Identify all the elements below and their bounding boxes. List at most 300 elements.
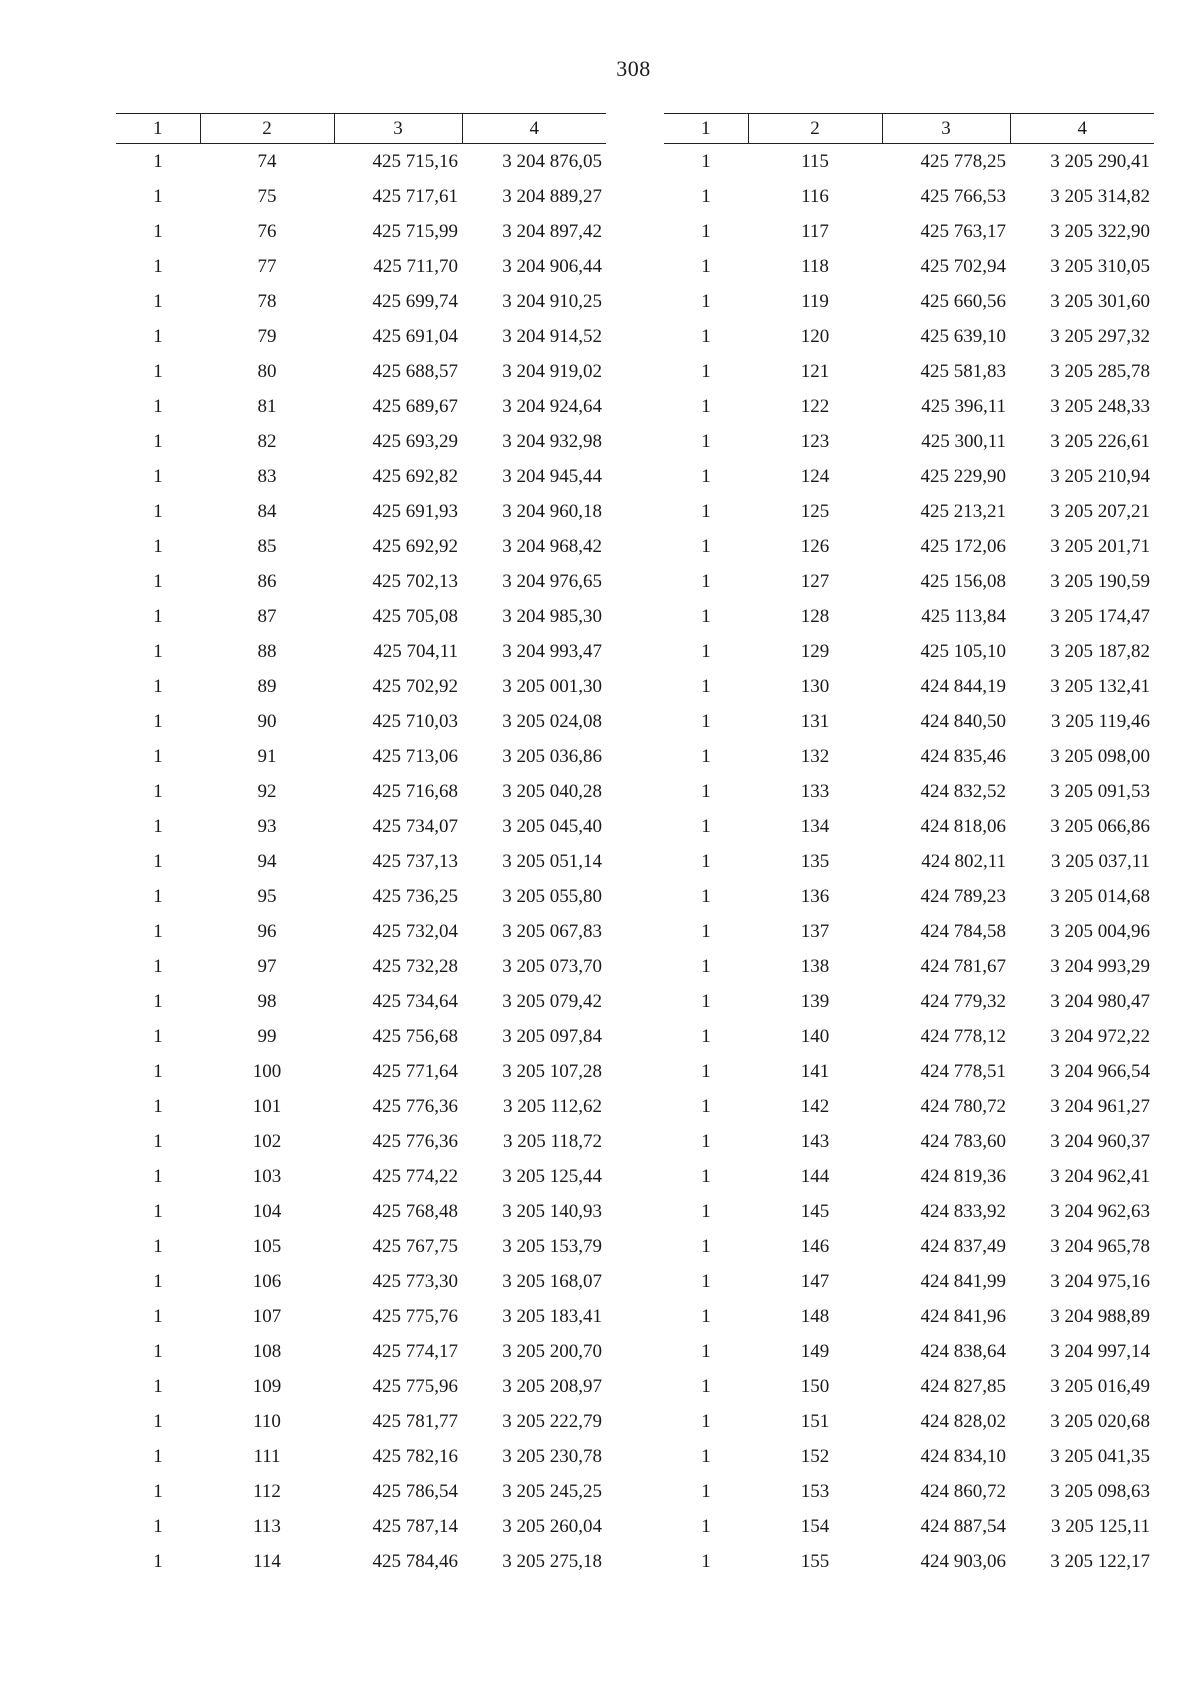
table-row (116, 354, 606, 389)
y-coordinate-cell: 3 204 968,42 (502, 535, 602, 557)
contour-number-cell: 1 (153, 1550, 163, 1572)
point-number-cell: 105 (252, 1235, 282, 1257)
contour-number-cell: 1 (701, 395, 711, 417)
table-row (664, 389, 1154, 424)
contour-number-cell: 1 (701, 1200, 711, 1222)
point-number-cell: 95 (257, 885, 277, 907)
y-coordinate-cell: 3 205 119,46 (1050, 710, 1150, 732)
y-coordinate-cell: 3 205 168,07 (502, 1270, 602, 1292)
contour-number-cell: 1 (153, 990, 163, 1012)
point-number-cell: 93 (257, 815, 277, 837)
table-row (116, 389, 606, 424)
x-coordinate-cell: 425 734,07 (372, 815, 458, 837)
x-coordinate-cell: 425 660,56 (920, 290, 1006, 312)
y-coordinate-cell: 3 205 014,68 (1050, 885, 1150, 907)
table-row (116, 1264, 606, 1299)
table-row (116, 1124, 606, 1159)
x-coordinate-cell: 424 819,36 (920, 1165, 1006, 1187)
point-number-cell: 112 (253, 1480, 281, 1502)
table-row (664, 1509, 1154, 1544)
table-row (116, 1369, 606, 1404)
contour-number-cell: 1 (153, 465, 163, 487)
x-coordinate-cell: 425 775,76 (372, 1305, 458, 1327)
point-number-cell: 141 (800, 1060, 830, 1082)
contour-number-cell: 1 (153, 325, 163, 347)
x-coordinate-cell: 425 396,11 (921, 395, 1006, 417)
table-row (664, 529, 1154, 564)
contour-number-cell: 1 (153, 1200, 163, 1222)
table-row (116, 319, 606, 354)
contour-number-cell: 1 (701, 1095, 711, 1117)
point-number-cell: 137 (800, 920, 830, 942)
x-coordinate-cell: 424 828,02 (920, 1410, 1006, 1432)
y-coordinate-cell: 3 205 132,41 (1050, 675, 1150, 697)
table-row (116, 1019, 606, 1054)
point-number-cell: 148 (800, 1305, 830, 1327)
table-row (116, 879, 606, 914)
y-coordinate-cell: 3 205 226,61 (1050, 430, 1150, 452)
contour-number-cell: 1 (701, 1375, 711, 1397)
y-coordinate-cell: 3 205 140,93 (502, 1200, 602, 1222)
contour-number-cell: 1 (153, 1340, 163, 1362)
table-row (116, 1509, 606, 1544)
point-number-cell: 149 (800, 1340, 830, 1362)
y-coordinate-cell: 3 205 020,68 (1050, 1410, 1150, 1432)
table-row (116, 1334, 606, 1369)
y-coordinate-cell: 3 205 091,53 (1050, 780, 1150, 802)
x-coordinate-cell: 425 763,17 (920, 220, 1006, 242)
contour-number-cell: 1 (153, 395, 163, 417)
y-coordinate-cell: 3 204 988,89 (1050, 1305, 1150, 1327)
contour-number-cell: 1 (153, 1235, 163, 1257)
contour-number-cell: 1 (701, 990, 711, 1012)
table-row (116, 914, 606, 949)
x-coordinate-cell: 425 774,17 (372, 1340, 458, 1362)
y-coordinate-cell: 3 204 961,27 (1050, 1095, 1150, 1117)
point-number-cell: 153 (800, 1480, 830, 1502)
contour-number-cell: 1 (153, 290, 163, 312)
contour-number-cell: 1 (153, 1095, 163, 1117)
contour-number-cell: 1 (153, 1410, 163, 1432)
y-coordinate-cell: 3 204 980,47 (1050, 990, 1150, 1012)
y-coordinate-cell: 3 204 919,02 (502, 360, 602, 382)
table-row (664, 1089, 1154, 1124)
point-number-cell: 103 (252, 1165, 282, 1187)
x-coordinate-cell: 425 717,61 (372, 185, 458, 207)
y-coordinate-cell: 3 205 073,70 (502, 955, 602, 977)
table-row (664, 809, 1154, 844)
point-number-cell: 102 (252, 1130, 282, 1152)
contour-number-cell: 1 (153, 955, 163, 977)
x-coordinate-cell: 425 775,96 (372, 1375, 458, 1397)
table-row (664, 1334, 1154, 1369)
y-coordinate-cell: 3 205 301,60 (1050, 290, 1150, 312)
column-header: 1 (664, 114, 748, 144)
contour-number-cell: 1 (701, 745, 711, 767)
x-coordinate-cell: 424 783,60 (920, 1130, 1006, 1152)
contour-number-cell: 1 (153, 710, 163, 732)
y-coordinate-cell: 3 204 924,64 (502, 395, 602, 417)
table-row (116, 529, 606, 564)
contour-number-cell: 1 (153, 220, 163, 242)
table-row (664, 739, 1154, 774)
y-coordinate-cell: 3 204 960,37 (1050, 1130, 1150, 1152)
point-number-cell: 92 (257, 780, 277, 802)
table-row (116, 1089, 606, 1124)
table-row (664, 774, 1154, 809)
point-number-cell: 133 (800, 780, 830, 802)
point-number-cell: 81 (257, 395, 277, 417)
table-row (664, 634, 1154, 669)
contour-number-cell: 1 (153, 500, 163, 522)
table-row (664, 599, 1154, 634)
table-row (116, 1194, 606, 1229)
point-number-cell: 100 (252, 1060, 282, 1082)
contour-number-cell: 1 (701, 220, 711, 242)
contour-number-cell: 1 (701, 675, 711, 697)
point-number-cell: 98 (257, 990, 277, 1012)
table-row (664, 1019, 1154, 1054)
point-number-cell: 151 (800, 1410, 830, 1432)
contour-number-cell: 1 (701, 815, 711, 837)
y-coordinate-cell: 3 205 201,71 (1050, 535, 1150, 557)
contour-number-cell: 1 (701, 430, 711, 452)
x-coordinate-cell: 425 711,70 (373, 255, 458, 277)
y-coordinate-cell: 3 205 310,05 (1050, 255, 1150, 277)
x-coordinate-cell: 425 771,64 (372, 1060, 458, 1082)
table-row (116, 984, 606, 1019)
table-row (116, 669, 606, 704)
contour-number-cell: 1 (153, 885, 163, 907)
point-number-cell: 79 (257, 325, 277, 347)
table-body (664, 144, 1154, 1580)
contour-number-cell: 1 (153, 570, 163, 592)
y-coordinate-cell: 3 205 153,79 (502, 1235, 602, 1257)
y-coordinate-cell: 3 204 962,41 (1050, 1165, 1150, 1187)
contour-number-cell: 1 (153, 185, 163, 207)
contour-number-cell: 1 (701, 185, 711, 207)
point-number-cell: 76 (257, 220, 277, 242)
x-coordinate-cell: 425 172,06 (920, 535, 1006, 557)
y-coordinate-cell: 3 204 972,22 (1050, 1025, 1150, 1047)
contour-number-cell: 1 (701, 500, 711, 522)
table-row (664, 564, 1154, 599)
point-number-cell: 134 (800, 815, 830, 837)
point-number-cell: 82 (257, 430, 277, 452)
y-coordinate-cell: 3 205 067,83 (502, 920, 602, 942)
y-coordinate-cell: 3 205 055,80 (502, 885, 602, 907)
x-coordinate-cell: 425 768,48 (372, 1200, 458, 1222)
point-number-cell: 97 (257, 955, 277, 977)
contour-number-cell: 1 (153, 1445, 163, 1467)
contour-number-cell: 1 (153, 640, 163, 662)
x-coordinate-cell: 425 774,22 (372, 1165, 458, 1187)
point-number-cell: 146 (800, 1235, 830, 1257)
table-row (664, 144, 1154, 180)
contour-number-cell: 1 (701, 1480, 711, 1502)
point-number-cell: 74 (257, 150, 277, 172)
y-coordinate-cell: 3 205 187,82 (1050, 640, 1150, 662)
y-coordinate-cell: 3 204 993,47 (502, 640, 602, 662)
point-number-cell: 117 (801, 220, 829, 242)
table-row (116, 144, 606, 180)
table-row (664, 1544, 1154, 1579)
y-coordinate-cell: 3 205 112,62 (502, 1095, 602, 1117)
x-coordinate-cell: 425 784,46 (372, 1550, 458, 1572)
point-number-cell: 135 (800, 850, 830, 872)
contour-number-cell: 1 (701, 150, 711, 172)
x-coordinate-cell: 425 787,14 (372, 1515, 458, 1537)
point-number-cell: 90 (257, 710, 277, 732)
contour-number-cell: 1 (701, 1445, 711, 1467)
x-coordinate-cell: 425 737,13 (372, 850, 458, 872)
point-number-cell: 104 (252, 1200, 282, 1222)
x-coordinate-cell: 425 756,68 (372, 1025, 458, 1047)
contour-number-cell: 1 (701, 1130, 711, 1152)
point-number-cell: 86 (257, 570, 277, 592)
y-coordinate-cell: 3 204 962,63 (1050, 1200, 1150, 1222)
table-row (116, 179, 606, 214)
x-coordinate-cell: 425 713,06 (372, 745, 458, 767)
column-header: 4 (462, 114, 606, 144)
contour-number-cell: 1 (153, 1515, 163, 1537)
y-coordinate-cell: 3 204 914,52 (502, 325, 602, 347)
point-number-cell: 108 (252, 1340, 282, 1362)
point-number-cell: 101 (252, 1095, 282, 1117)
page-number: 308 (616, 56, 651, 81)
x-coordinate-cell: 424 835,46 (920, 745, 1006, 767)
x-coordinate-cell: 425 581,83 (920, 360, 1006, 382)
column-header: 1 (116, 114, 200, 144)
x-coordinate-cell: 424 779,32 (920, 990, 1006, 1012)
x-coordinate-cell: 425 702,13 (372, 570, 458, 592)
y-coordinate-cell: 3 205 290,41 (1050, 150, 1150, 172)
contour-number-cell: 1 (701, 535, 711, 557)
y-coordinate-cell: 3 205 207,21 (1050, 500, 1150, 522)
contour-number-cell: 1 (153, 745, 163, 767)
x-coordinate-cell: 425 776,36 (372, 1130, 458, 1152)
table-row (664, 704, 1154, 739)
point-number-cell: 126 (800, 535, 830, 557)
contour-number-cell: 1 (153, 1480, 163, 1502)
table-row (664, 1439, 1154, 1474)
y-coordinate-cell: 3 205 036,86 (502, 745, 602, 767)
contour-number-cell: 1 (153, 675, 163, 697)
y-coordinate-cell: 3 205 174,47 (1050, 605, 1150, 627)
x-coordinate-cell: 425 705,08 (372, 605, 458, 627)
contour-number-cell: 1 (153, 1375, 163, 1397)
table-row (664, 844, 1154, 879)
contour-number-cell: 1 (701, 1165, 711, 1187)
y-coordinate-cell: 3 204 960,18 (502, 500, 602, 522)
y-coordinate-cell: 3 205 107,28 (502, 1060, 602, 1082)
contour-number-cell: 1 (153, 1060, 163, 1082)
x-coordinate-cell: 425 702,94 (920, 255, 1006, 277)
point-number-cell: 139 (800, 990, 830, 1012)
y-coordinate-cell: 3 205 208,97 (502, 1375, 602, 1397)
x-coordinate-cell: 424 841,99 (920, 1270, 1006, 1292)
y-coordinate-cell: 3 205 314,82 (1050, 185, 1150, 207)
x-coordinate-cell: 425 715,99 (372, 220, 458, 242)
x-coordinate-cell: 425 692,82 (372, 465, 458, 487)
y-coordinate-cell: 3 205 004,96 (1050, 920, 1150, 942)
point-number-cell: 122 (800, 395, 830, 417)
x-coordinate-cell: 424 778,51 (920, 1060, 1006, 1082)
x-coordinate-cell: 424 903,06 (920, 1550, 1006, 1572)
point-number-cell: 154 (800, 1515, 830, 1537)
point-number-cell: 99 (257, 1025, 277, 1047)
x-coordinate-cell: 425 156,08 (920, 570, 1006, 592)
y-coordinate-cell: 3 204 966,54 (1050, 1060, 1150, 1082)
y-coordinate-cell: 3 205 200,70 (502, 1340, 602, 1362)
y-coordinate-cell: 3 205 001,30 (502, 675, 602, 697)
contour-number-cell: 1 (153, 1270, 163, 1292)
x-coordinate-cell: 425 692,92 (372, 535, 458, 557)
x-coordinate-cell: 424 840,50 (920, 710, 1006, 732)
y-coordinate-cell: 3 204 897,42 (502, 220, 602, 242)
table-row (116, 1159, 606, 1194)
y-coordinate-cell: 3 205 118,72 (502, 1130, 602, 1152)
x-coordinate-cell: 424 818,06 (920, 815, 1006, 837)
contour-number-cell: 1 (701, 1060, 711, 1082)
table-row (664, 249, 1154, 284)
y-coordinate-cell: 3 205 275,18 (502, 1550, 602, 1572)
x-coordinate-cell: 425 766,53 (920, 185, 1006, 207)
y-coordinate-cell: 3 204 876,05 (502, 150, 602, 172)
point-number-cell: 94 (257, 850, 277, 872)
contour-number-cell: 1 (701, 780, 711, 802)
contour-number-cell: 1 (701, 885, 711, 907)
y-coordinate-cell: 3 205 183,41 (502, 1305, 602, 1327)
table-row (664, 1194, 1154, 1229)
x-coordinate-cell: 425 689,67 (372, 395, 458, 417)
x-coordinate-cell: 424 827,85 (920, 1375, 1006, 1397)
table-row (116, 1054, 606, 1089)
contour-number-cell: 1 (701, 955, 711, 977)
point-number-cell: 83 (257, 465, 277, 487)
y-coordinate-cell: 3 205 016,49 (1050, 1375, 1150, 1397)
x-coordinate-cell: 425 229,90 (920, 465, 1006, 487)
column-header: 4 (1010, 114, 1154, 144)
x-coordinate-cell: 425 786,54 (372, 1480, 458, 1502)
point-number-cell: 113 (253, 1515, 281, 1537)
point-number-cell: 119 (801, 290, 829, 312)
point-number-cell: 120 (800, 325, 830, 347)
y-coordinate-cell: 3 205 230,78 (502, 1445, 602, 1467)
table-row (116, 1299, 606, 1334)
x-coordinate-cell: 424 781,67 (920, 955, 1006, 977)
table-row (116, 284, 606, 319)
x-coordinate-cell: 424 837,49 (920, 1235, 1006, 1257)
y-coordinate-cell: 3 205 125,44 (502, 1165, 602, 1187)
y-coordinate-cell: 3 205 041,35 (1050, 1445, 1150, 1467)
point-number-cell: 147 (800, 1270, 830, 1292)
table-header (116, 114, 606, 144)
y-coordinate-cell: 3 204 945,44 (502, 465, 602, 487)
x-coordinate-cell: 424 780,72 (920, 1095, 1006, 1117)
x-coordinate-cell: 425 778,25 (920, 150, 1006, 172)
contour-number-cell: 1 (701, 1515, 711, 1537)
table-row (116, 1229, 606, 1264)
contour-number-cell: 1 (701, 325, 711, 347)
point-number-cell: 77 (257, 255, 277, 277)
point-number-cell: 107 (252, 1305, 282, 1327)
point-number-cell: 75 (257, 185, 277, 207)
contour-number-cell: 1 (153, 605, 163, 627)
y-coordinate-cell: 3 204 993,29 (1050, 955, 1150, 977)
contour-number-cell: 1 (701, 1550, 711, 1572)
table-row (664, 949, 1154, 984)
y-coordinate-cell: 3 205 285,78 (1050, 360, 1150, 382)
x-coordinate-cell: 425 704,11 (373, 640, 458, 662)
point-number-cell: 136 (800, 885, 830, 907)
contour-number-cell: 1 (153, 1025, 163, 1047)
table-row (664, 669, 1154, 704)
x-coordinate-cell: 425 702,92 (372, 675, 458, 697)
contour-number-cell: 1 (701, 850, 711, 872)
table-row (664, 214, 1154, 249)
x-coordinate-cell: 425 113,84 (921, 605, 1006, 627)
y-coordinate-cell: 3 205 079,42 (502, 990, 602, 1012)
contour-number-cell: 1 (701, 1235, 711, 1257)
contour-number-cell: 1 (153, 780, 163, 802)
x-coordinate-cell: 425 716,68 (372, 780, 458, 802)
point-number-cell: 109 (252, 1375, 282, 1397)
table-row (664, 1369, 1154, 1404)
table-row (664, 1159, 1154, 1194)
contour-number-cell: 1 (701, 1270, 711, 1292)
point-number-cell: 125 (800, 500, 830, 522)
y-coordinate-cell: 3 204 965,78 (1050, 1235, 1150, 1257)
table-row (664, 319, 1154, 354)
contour-number-cell: 1 (701, 360, 711, 382)
table-row (664, 424, 1154, 459)
table-row (664, 1054, 1154, 1089)
x-coordinate-cell: 425 105,10 (920, 640, 1006, 662)
x-coordinate-cell: 425 699,74 (372, 290, 458, 312)
table-row (664, 1404, 1154, 1439)
point-number-cell: 87 (257, 605, 277, 627)
y-coordinate-cell: 3 205 098,00 (1050, 745, 1150, 767)
point-number-cell: 96 (257, 920, 277, 942)
table-row (664, 1474, 1154, 1509)
x-coordinate-cell: 425 300,11 (921, 430, 1006, 452)
contour-number-cell: 1 (701, 290, 711, 312)
contour-number-cell: 1 (153, 535, 163, 557)
table-row (116, 494, 606, 529)
point-number-cell: 88 (257, 640, 277, 662)
y-coordinate-cell: 3 205 190,59 (1050, 570, 1150, 592)
y-coordinate-cell: 3 205 037,11 (1050, 850, 1150, 872)
table-row (116, 634, 606, 669)
table-row (116, 739, 606, 774)
contour-number-cell: 1 (701, 1410, 711, 1432)
point-number-cell: 140 (800, 1025, 830, 1047)
point-number-cell: 106 (252, 1270, 282, 1292)
point-number-cell: 80 (257, 360, 277, 382)
y-coordinate-cell: 3 204 889,27 (502, 185, 602, 207)
contour-number-cell: 1 (701, 570, 711, 592)
contour-number-cell: 1 (153, 150, 163, 172)
contour-number-cell: 1 (153, 255, 163, 277)
x-coordinate-cell: 424 802,11 (921, 850, 1006, 872)
table-row (116, 459, 606, 494)
x-coordinate-cell: 425 688,57 (372, 360, 458, 382)
table-row (116, 1544, 606, 1579)
column-header: 3 (334, 114, 462, 144)
contour-number-cell: 1 (701, 255, 711, 277)
table-row (664, 1124, 1154, 1159)
